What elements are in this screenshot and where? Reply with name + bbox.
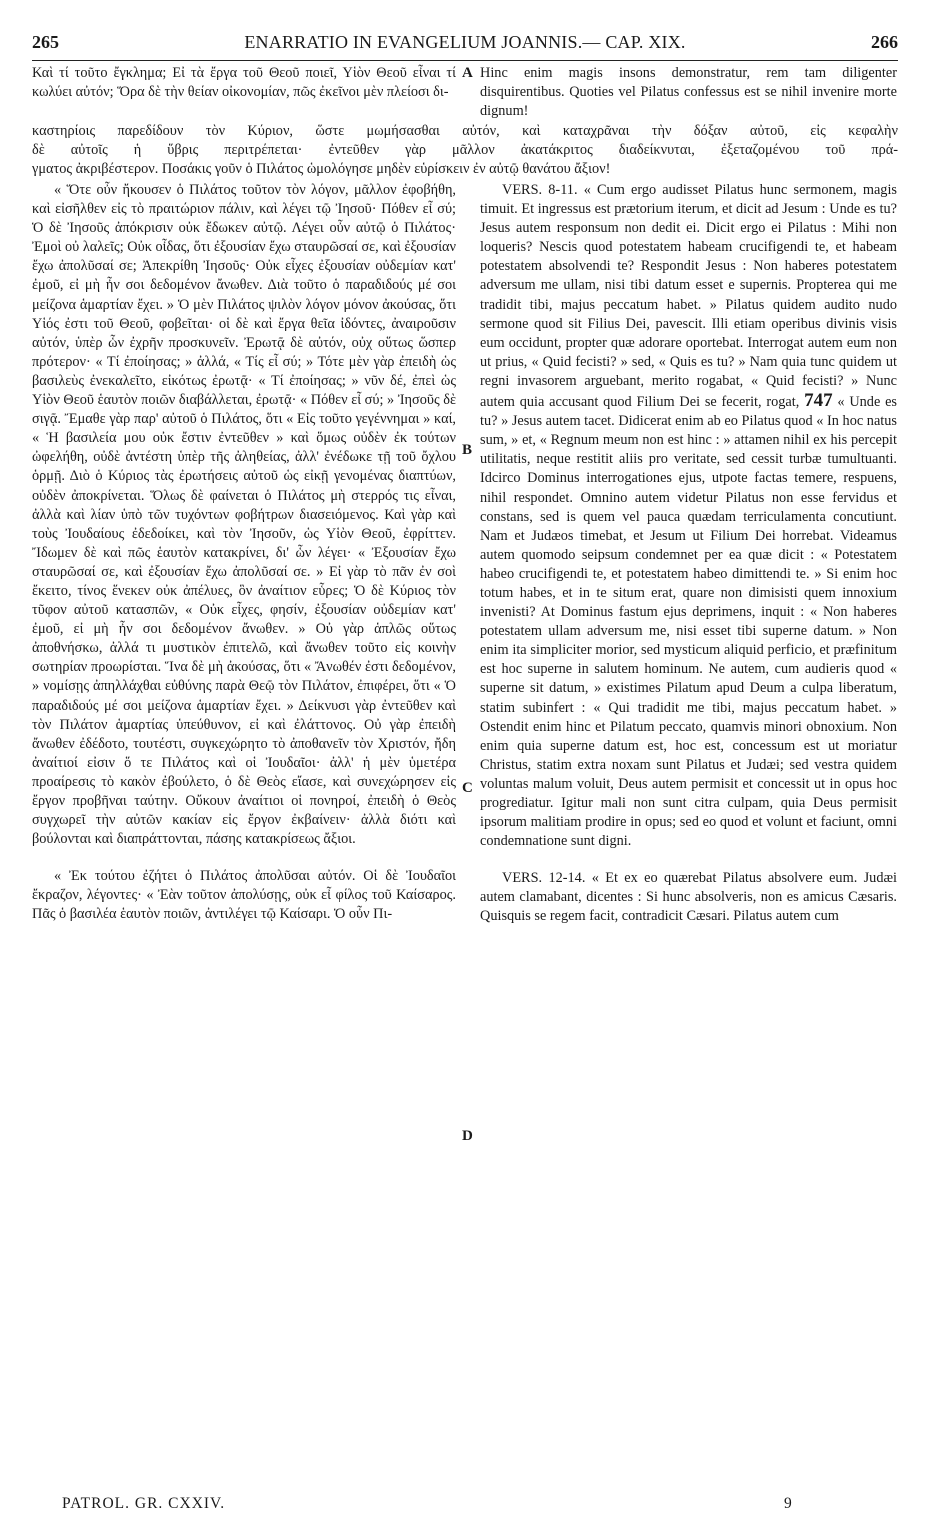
running-title: ENARRATIO IN EVANGELIUM JOANNIS.— CAP. XIX. (244, 32, 686, 52)
spanning-line: καστηρίοις παρεδίδουν τὸν Κύριον, ὥστε μωμήσασθαι αὐτόν, καὶ καταχρᾶναι τὴν δόξαν αὐτοῦ, εἰς κεφαλὴν (32, 123, 898, 139)
column-number: 747 (804, 390, 833, 412)
page-number-right: 266 (871, 32, 898, 52)
running-header (32, 30, 898, 61)
spanning-line: γματος ἀκριβέστερον. Ποσάκις γοῦν ὁ Πιλάτος ὡμολόγησε μηδὲν εὑρίσκειν ἐν αὐτῷ θανάτου ἄξιον! (32, 161, 611, 177)
greek-paragraph: « Ἐκ τούτου ἐζήτει ὁ Πιλάτος ἀπολῦσαι αὐτόν. Οἱ δὲ Ἰουδαῖοι ἔκραζον, λέγοντες· « Ἐὰν τοῦτον ἀπολύσῃς, οὐκ εἶ φίλος τοῦ Καίσαρος. Πᾶς ὁ βασιλέα ἑαυτὸν ποιῶν, ἀντιλέγει τῷ Καίσαρι. Ὁ οὖν Πι- (32, 868, 456, 923)
page-footer (32, 1495, 898, 1519)
latin-column-top (480, 64, 897, 121)
latin-paragraph: Hinc enim magis insons demonstratur, rem tam diligenter disquirentibus. Quoties vel Pilatus confessus est se nihil invenire morte dignum! (480, 65, 897, 120)
margin-letter-a: A (462, 65, 473, 81)
greek-column-top (32, 64, 456, 102)
spanning-line: δὲ αὐτοῖς ἡ ὕβρις περιτρέπεται· ἐντεῦθεν γὰρ μᾶλλον ἀκατάκριτος διαδείκνυται, ἐξεταζομένου τοῦ πρά- (32, 142, 898, 158)
margin-letter-c: C (462, 780, 473, 796)
latin-paragraph: VERS. 12-14. « Et ex eo quærebat Pilatus absolvere eum. Judæi autem clamabant, dicentes : Si hunc absolveris, non es amicus Cæsaris. Quisquis se regem facit, contradicit Cæsari. Pilatus autem cum (480, 870, 897, 925)
latin-paragraph: VERS. 8-11. « Cum ergo audisset Pilatus hunc sermonem, magis timuit. Et ingressus est prætorium iterum, et dicit ad Jesum : Unde es tu? Jesus autem responsum non dedit ei. Dicit ergo ei Pilatus : Mihi non loqueris? Nescis quod potestatem habeam crucifigendi te, et habeam potestatem absolvendi te? Respondit Jesus : Non haberes potestatem adversum me ullam, nisi tibi datum esset e supernis. Propterea qui me tradidit tibi, majus peccatum habet. » Pilatus quidem audito nudo sermone quod sit Filius Dei, pavescit. Illi etiam operibus divinis visis eum occidunt, propter quæ adorare oportebat. Interrogat autem eum non ut prius, « Quid fecisti? » sed, « Quis es tu? » Nam quia tunc quidem ut regni invasorem arguebant, merito rogabat, « Quid fecisti? » Nunc autem quia accusant quod Filium Dei se fecerit, rogat, 747 « Unde es tu? » Jesus autem tacet. Didicerat enim ab eo Pilatus quod « In hoc natus sum, » et, « Regnum meum non est hinc : » attamen nihil ex his percepit utilitatis, neque restitit aliis pro veritate, sed cessit turbæ tumultuanti. Idcirco Dominus interrogationes ejus, utpote factas temere, respuens, nihil respondet. Omnino autem videtur Pilatus non esse fervidus et constans, sed is quem vel pauca quædam terriculamenta concutiunt. Nam et Judæos timebat, et Jesum ut Filium Dei horrebat. Videamus autem quomodo seipsum condemnet per ea quæ dicit : « Potestatem habeo crucifigendi te, et potestatem habeo dimittendi te. » Si enim hoc totum habes, et in te situm erat, quare non dimisisti quem innoxium invenisti? At Dominus fastum ejus deprimens, inquit : « Non haberes potestatem ullam adversum me, nisi esset tibi superne datum. » Non enim ita simpliciter morior, sed mysticum aliquid perficio, et præfinitum est hoc superne in salutem hominum. Ne autem, cum audieris quod « superne sit datum, » existimes Pilatum apud Deum a culpa liberatum, statim subinfert : « Qui tradidit me tibi, majus peccatum habet. » Ostendit enim hinc et Pilatum peccato, quamvis minori obnoxium. Non enim quia superne datum est, hoc est, concessum est ut moriatur Christus, statim extra noxam sunt Pilatus et Judæi; sed vestra quidem voluntas malum voluit, Deus autem permisit et concessit ut in opus hoc progrediatur. Igitur mali non sunt citra culpam, quia Deus permisit ipsorum malitiam prodire in opus; sed eo quod et volunt et faciunt, omni condemnatione sunt digni. (480, 182, 897, 850)
margin-letter-d: D (462, 1128, 473, 1144)
signature-mark: PATROL. GR. CXXIV. (62, 1495, 226, 1512)
greek-paragraph: « Ὅτε οὖν ἤκουσεν ὁ Πιλάτος τοῦτον τὸν λόγον, μᾶλλον ἐφοβήθη, καὶ εἰσῆλθεν εἰς τὸ πραιτώριον πάλιν, καὶ λέγει τῷ Ἰησοῦ· Πόθεν εἶ σύ; Ὁ δὲ Ἰησοῦς ἀπόκρισιν οὐκ ἔδωκεν αὐτῷ. Λέγει οὖν αὐτῷ ὁ Πιλάτος· Ἐμοὶ οὐ λαλεῖς; Οὐκ οἶδας, ὅτι ἐξουσίαν ἔχω σταυρῶσαί σε, καὶ ἐξουσίαν ἔχω ἀπολῦσαί σε; Ἀπεκρίθη Ἰησοῦς· Οὐκ εἶχες ἐξουσίαν οὐδεμίαν κατ' ἐμοῦ, εἰ μὴ ἦν σοι δεδομένον ἄνωθεν. Διὰ τοῦτο ὁ παραδιδούς μέ σοι μείζονα ἁμαρτίαν ἔχει. » Ὁ μὲν Πιλάτος ψιλὸν λόγον μόνον ἀκούσας, ὅτι Υἱός ἐστι τοῦ Θεοῦ, φοβεῖται· οἱ δὲ καὶ ἔργα θεῖα ἰδόντες, ἀναιροῦσιν αὐτόν, ὑπὲρ ὧν ἐχρῆν προσκυνεῖν. Ἐρωτᾷ δὲ αὐτόν, οὐχ οὕτως ὥσπερ πρότερον· « Τί ἐποίησας; » ἀλλά, « Τίς εἶ σύ; » Τότε μὲν γὰρ ἐπειδὴ ὡς βασιλεὺς ἐνεκαλεῖτο, εἰκότως ἐρωτᾷ· « Τί ἐποίησας; » νῦν δέ, ἐπεὶ ὡς Υἱὸν Θεοῦ ἑαυτὸν ποιῶν διαβάλλεται, ἐρωτᾷ· « Πόθεν εἶ σύ; » Ἰησοῦς δὲ σιγᾷ. Ἔμαθε γὰρ παρ' αὐτοῦ ὁ Πιλάτος, ὅτι « Εἰς τοῦτο γεγέννημαι » καί, « Ἡ βασιλεία μου οὐκ ἔστιν ἐντεῦθεν » καὶ ὅμως οὐδὲν ἐκ τούτων ὠφελήθη, οὐδὲ ἀντέστη ὑπὲρ τῆς ἀληθείας, ἀλλ' ἐνέδωκε τῇ τοῦ ὄχλου ὁρμῇ. Διὸ ὁ Κύριος τὰς ἐρωτήσεις αὐτοῦ ὡς εἰκῇ γενομένας διαπτύων, οὐδὲν ἀποκρίνεται. Ὅλως δὲ φαίνεται ὁ Πιλάτος μὴ στερρός τις εἶναι, ἀλλὰ καὶ λίαν ὑπὸ τῶν τυχόντων φοβήτρων διασειόμενος. Καὶ γὰρ καὶ τοὺς Ἰουδαίους ἐδεδοίκει, καὶ τὸν Ἰησοῦν, ὡς Υἱὸν Θεοῦ, ἐφρίττεν. Ἴδωμεν δὲ καὶ πῶς ἑαυτὸν κατακρίνει, δι' ὧν λέγει· « Ἐξουσίαν ἔχω σταυρῶσαί σε, καὶ ἐξουσίαν ἔχω ἀπολῦσαί σε. » Εἰ γὰρ τὸ πᾶν ἐν σοὶ ἔκειτο, τίνος ἕνεκεν οὐκ ἀπέλυες, ὃν ἀναίτιον εὗρες; Ὁ δὲ Κύριος τὸν τῦφον αὐτοῦ κατασπῶν, « Οὐκ εἶχες, φησίν, ἐξουσίαν οὐδεμίαν κατ' ἐμοῦ, εἰ μὴ ἦν σοι δεδομένον ἄνωθεν. » Οὐ γὰρ ἁπλῶς οὕτως ἀποθνήσκω, ἀλλά τι μυστικὸν ἐπιτελῶ, καὶ ἄνωθεν τοῦτο εἰς κοινὴν σωτηρίαν προωρίσται. Ἵνα δὲ μὴ ἀκούσας, ὅτι « Ἄνωθέν ἐστι δεδομένον, » νομίσῃς ἀπηλλάχθαι εὐθύνης παρὰ Θεῷ τὸν Πιλάτον, ἐπιφέρει, ὅτι « Ὁ παραδιδούς μέ σοι μείζονα ἁμαρτίαν ἔχει. » Δείκνυσι γὰρ ἐντεῦθεν καὶ τὸν Πιλάτον ἁμαρτίας ὑπεύθυνον, εἰ καὶ ἐλάττονος. Οὐ γὰρ ἐπειδὴ ἄνωθεν ἐδέδοτο, τουτέστι, συγκεχώρητο τὸ ἀποθανεῖν τὸν Χριστόν, ἤδη ἀναίτιοί εἰσιν ὅ τε Πιλάτος καὶ οἱ Ἰουδαῖοι· ἀλλ' ἡ μὲν ὑμετέρα προαίρεσις τὸ κακὸν ἐβούλετο, ὁ δὲ Θεὸς εἴασε, καὶ συνεχώρησεν εἰς ἔργον προβῆναι ταύτην. Οὔκουν ἀναίτιοι οἱ πονηροί, ἐπειδὴ ὁ Θεὸς συγχωρεῖ τὴν αὐτῶν κακίαν εἰς ἔργον ἐκβαίνειν· ἀλλὰ διότι καὶ βούλονται καὶ διαπράττονται, πάσης κατακρίσεως ἄξιοι. (32, 182, 456, 848)
greek-paragraph: Καὶ τί τοῦτο ἔγκλημα; Εἰ τὰ ἔργα τοῦ Θεοῦ ποιεῖ, Υἱὸν Θεοῦ εἶναι τί κωλύει αὐτόν; Ὅρα δὲ τὴν θείαν οἰκονομίαν, πῶς ἐκεῖνοι μὲν πλείοσι δι- (32, 65, 456, 101)
gathering-number: 9 (784, 1495, 792, 1512)
margin-letter-b: B (462, 442, 473, 458)
greek-column (32, 181, 456, 925)
latin-column (480, 181, 897, 927)
page-number-left: 265 (32, 32, 59, 52)
